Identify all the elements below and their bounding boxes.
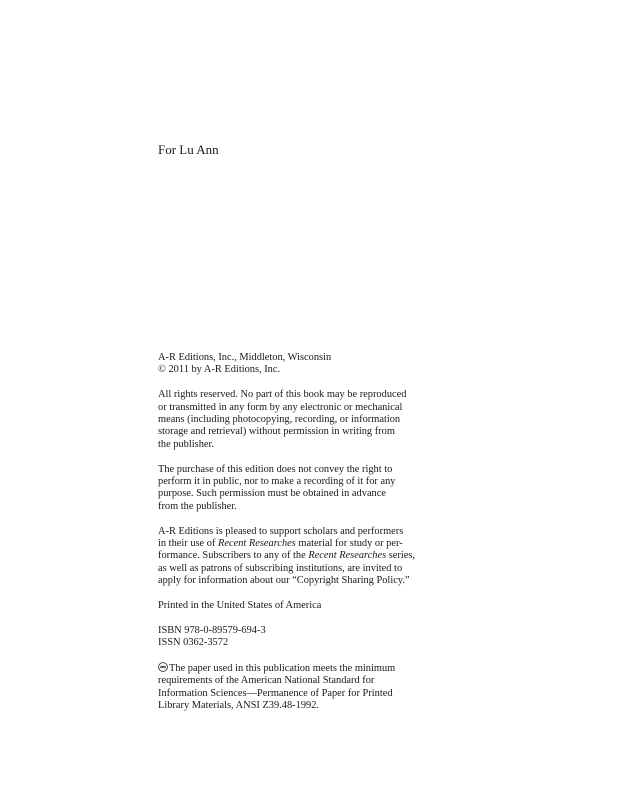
performance-line: from the publisher.: [158, 500, 237, 512]
performance-paragraph: [158, 464, 458, 514]
rights-paragraph: [158, 389, 458, 451]
colophon: [158, 352, 458, 725]
printed-in: Printed in the United States of America: [158, 600, 322, 612]
identifiers: [158, 625, 458, 650]
support-text: formance. Subscribers to any of the: [158, 550, 309, 562]
issn: ISSN 0362-3572: [158, 637, 229, 649]
paper-line: [158, 662, 458, 675]
series-title: Recent Researches: [308, 550, 387, 562]
rights-line: the publisher.: [158, 438, 214, 450]
performance-line: perform it in public, nor to make a recording of it for any: [158, 476, 396, 488]
isbn: ISBN 978-0-89579-694-3: [158, 624, 266, 636]
support-line: [158, 550, 458, 562]
paper-line: Information Sciences—Permanence of Paper for Printed: [158, 687, 393, 699]
support-line: [158, 538, 458, 550]
paper-paragraph: [158, 662, 458, 713]
performance-line: The purchase of this edition does not convey the right to: [158, 463, 393, 475]
rights-line: or transmitted in any form by any electronic or mechanical: [158, 401, 403, 413]
rights-line: All rights reserved. No part of this book may be reproduced: [158, 389, 407, 401]
rights-line: means (including photocopying, recording, or information: [158, 414, 401, 426]
rights-line: storage and retrieval) without permission in writing from: [158, 426, 395, 438]
publisher-block: [158, 352, 458, 377]
series-title: Recent Researches: [218, 538, 296, 550]
support-line: A-R Editions is pleased to support scholars and performers: [158, 525, 404, 537]
support-text: series,: [386, 550, 415, 562]
support-paragraph: [158, 526, 458, 588]
support-text: material for study or per-: [295, 538, 403, 550]
support-text: in their use of: [158, 538, 219, 550]
support-line: apply for information about our “Copyright Sharing Policy.”: [158, 575, 410, 587]
support-line: as well as patrons of subscribing institutions, are invited to: [158, 562, 403, 574]
paper-line: Library Materials, ANSI Z39.48-1992.: [158, 700, 320, 712]
performance-line: purpose. Such permission must be obtained in advance: [158, 488, 386, 500]
copyright-line: © 2011 by A-R Editions, Inc.: [158, 364, 281, 376]
paper-line: requirements of the American National Standard for: [158, 675, 375, 687]
infinity-in-circle-icon: [158, 662, 168, 672]
dedication: For Lu Ann: [158, 142, 219, 157]
paper-text: The paper used in this publication meets the minimum: [169, 663, 396, 675]
publisher-line: A-R Editions, Inc., Middleton, Wisconsin: [158, 352, 332, 363]
